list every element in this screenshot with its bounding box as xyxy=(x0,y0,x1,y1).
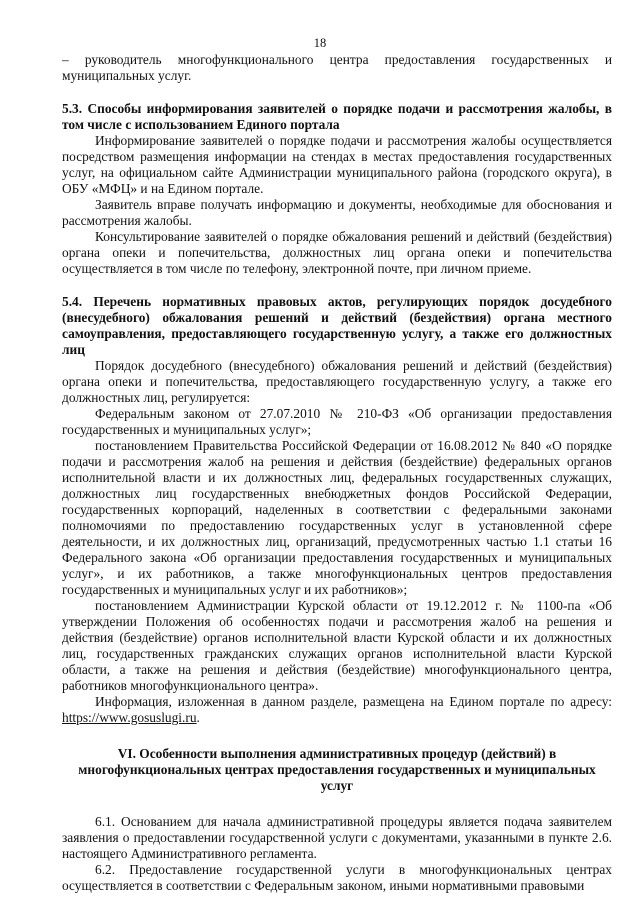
paragraph: постановлением Администрации Курской области от 19.12.2012 г. № 1100-па «Об утверждении Положения об особенностях подачи и рассмотрения жалоб на решения и действия (бездействие) органов исполнительной власти Курской области и их должностных лиц, государственных гражданских служащих органов исполнительной власти Курской области, а также на решения и действия (бездействие) многофункционального центра, работников многофункционального центра». xyxy=(62,598,612,693)
paragraph: Федеральным законом от 27.07.2010 № 210-ФЗ «Об организации предоставления государственных и муниципальных услуг»; xyxy=(62,406,612,437)
paragraph: 6.1. Основанием для начала административной процедуры является подача заявителем заявления о предоставлении государственной услуги с документами, указанными в пункте 2.6. настоящего Административного регламента. xyxy=(62,814,612,861)
paragraph-leader-item: – руководитель многофункционального центра предоставления государственных и муниципальных услуг. xyxy=(62,52,612,83)
paragraph: 6.2. Предоставление государственной услуги в многофункциональных центрах осуществляется в соответствии с Федеральным законом, иными нормативными правовыми xyxy=(62,862,612,893)
paragraph-with-link xyxy=(62,694,612,726)
paragraph-text: Информация, изложенная в данном разделе, размещена на Едином портале по адресу: xyxy=(95,694,612,709)
gosuslugi-link[interactable]: https://www.gosuslugi.ru xyxy=(62,710,197,725)
paragraph: Порядок досудебного (внесудебного) обжалования решений и действий (бездействия) органа опеки и попечительства, предоставляющего государственную услугу, а также его должностных лиц, регулируется: xyxy=(62,358,612,405)
document-body xyxy=(62,52,612,894)
paragraph-end: . xyxy=(196,710,200,725)
paragraph: постановлением Правительства Российской Федерации от 16.08.2012 № 840 «О порядке подачи и рассмотрения жалоб на решения и действия (бездействие) федеральных органов исполнительной власти и их должностных лиц, федеральных государственных служащих, должностных лиц государственных внебюджетных фондов Российской Федерации, государственных корпораций, наделенных в соответствии с федеральными законами полномочиями по предоставлению государственных услуг в установленной сфере деятельности, и их должностных лиц, организаций, предусмотренных частью 1.1 статьи 16 Федерального закона «Об организации предоставления государственных и муниципальных услуг», и их работников, а также многофункциональных центров предоставления государственных и муниципальных услуг и их работников»; xyxy=(62,438,612,597)
heading-5-3: 5.3. Способы информирования заявителей о порядке подачи и рассмотрения жалобы, в том числе с использованием Единого портала xyxy=(62,101,612,132)
page-number: 18 xyxy=(313,36,327,50)
paragraph: Заявитель вправе получать информацию и документы, необходимые для обоснования и рассмотрения жалобы. xyxy=(62,197,612,228)
heading-5-4: 5.4. Перечень нормативных правовых актов, регулирующих порядок досудебного (внесудебного) обжалования решений и действий (бездействия) органа местного самоуправления, предоставляющего государственную услугу, а также его должностных лиц xyxy=(62,294,612,357)
paragraph: Консультирование заявителей о порядке обжалования решений и действий (бездействия) органа опеки и попечительства, должностных лиц органа опеки и попечительства осуществляется в том числе по телефону, электронной почте, при личном приеме. xyxy=(62,229,612,276)
section-heading-vi: VI. Особенности выполнения административных процедур (действий) в многофункциональных центрах предоставления государственных и муниципальных услуг xyxy=(78,746,596,793)
paragraph: Информирование заявителей о порядке подачи и рассмотрения жалобы осуществляется посредством размещения информации на стендах в местах предоставления государственных услуг, на официальном сайте Администрации муниципального района (городского округа), в ОБУ «МФЦ» и на Едином портале. xyxy=(62,133,612,196)
